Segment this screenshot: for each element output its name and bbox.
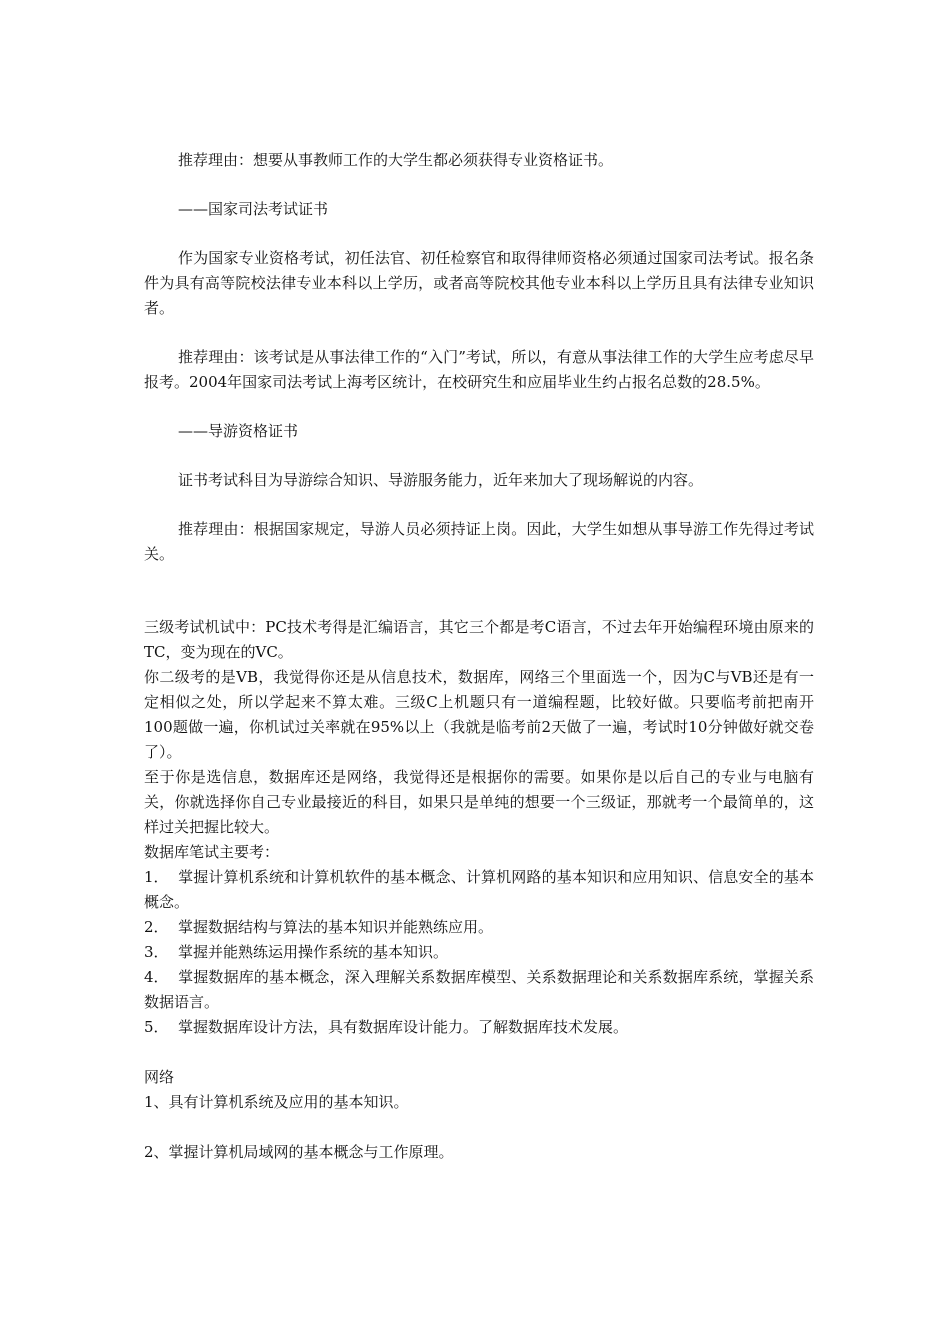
list-number: 1． [144,868,169,886]
paragraph-teacher-reason: 推荐理由：想要从事教师工作的大学生都必须获得专业资格证书。 [178,151,614,169]
paragraph-judicial-reason: 推荐理由：该考试是从事法律工作的“入门”考试，所以，有意从事法律工作的大学生应考虑尽早报考。2004年国家司法考试上海考区统计，在校研究生和应届毕业生约占报名总数的28.5%。 [144,348,814,391]
list-item [144,865,814,915]
db-exam-list [144,865,814,1040]
list-text: 掌握并能熟练运用操作系统的基本知识。 [178,943,449,961]
paragraph-tour-guide-reason: 推荐理由：根据国家规定，导游人员必须持证上岗。因此，大学生如想从事导游工作先得过考试关。 [144,520,814,563]
blank-line [144,1040,814,1065]
document-body [144,148,814,1165]
computer-exam-section [144,615,814,1165]
list-number: 5． [144,1018,169,1036]
list-item [144,1015,814,1040]
heading-judicial-exam: ——国家司法考试证书 [178,200,329,218]
paragraph-tour-guide: 证书考试科目为导游综合知识、导游服务能力，近年来加大了现场解说的内容。 [178,471,704,489]
blank-line [144,1115,814,1140]
network-item-1: 1、具有计算机系统及应用的基本知识。 [144,1093,409,1111]
list-text: 掌握数据库设计方法，具有数据库设计能力。了解数据库技术发展。 [178,1018,629,1036]
network-item-2: 2、掌握计算机局域网的基本概念与工作原理。 [144,1143,454,1161]
network-title: 网络 [144,1068,175,1086]
list-item [144,965,814,1015]
paragraph-judicial-exam: 作为国家专业资格考试，初任法官、初任检察官和取得律师资格必须通过国家司法考试。报名条件为具有高等院校法律专业本科以上学历，或者高等院校其他专业本科以上学历且具有法律专业知识者。 [144,249,814,317]
list-item [144,940,814,965]
paragraph-choice: 至于你是选信息，数据库还是网络，我觉得还是根据你的需要。如果你是以后自己的专业与电脑有关，你就选择你自己专业最接近的科目，如果只是单纯的想要一个三级证，那就考一个最简单的，这样过关把握比较大。 [144,768,814,836]
list-number: 4． [144,968,169,986]
list-text: 掌握数据结构与算法的基本知识并能熟练应用。 [178,918,494,936]
db-exam-title: 数据库笔试主要考： [144,843,280,861]
list-text: 掌握计算机系统和计算机软件的基本概念、计算机网路的基本知识和应用知识、信息安全的基本概念。 [144,868,814,911]
list-number: 2． [144,918,169,936]
paragraph-level3-machine: 三级考试机试中：PC技术考得是汇编语言，其它三个都是考C语言，不过去年开始编程环境由原来的TC，变为现在的VC。 [144,618,814,661]
list-text: 掌握数据库的基本概念，深入理解关系数据库模型、关系数据理论和关系数据库系统，掌握关系数据语言。 [144,968,814,1011]
paragraph-level2-vb: 你二级考的是VB，我觉得你还是从信息技术，数据库，网络三个里面选一个，因为C与VB还是有一定相似之处，所以学起来不算太难。三级C上机题只有一道编程题，比较好做。只要临考前把南开100题做一遍，你机试过关率就在95%以上（我就是临考前2天做了一遍，考试时10分钟做好就交卷了）。 [144,668,814,761]
list-item [144,915,814,940]
list-number: 3． [144,943,169,961]
heading-tour-guide: ——导游资格证书 [178,422,299,440]
